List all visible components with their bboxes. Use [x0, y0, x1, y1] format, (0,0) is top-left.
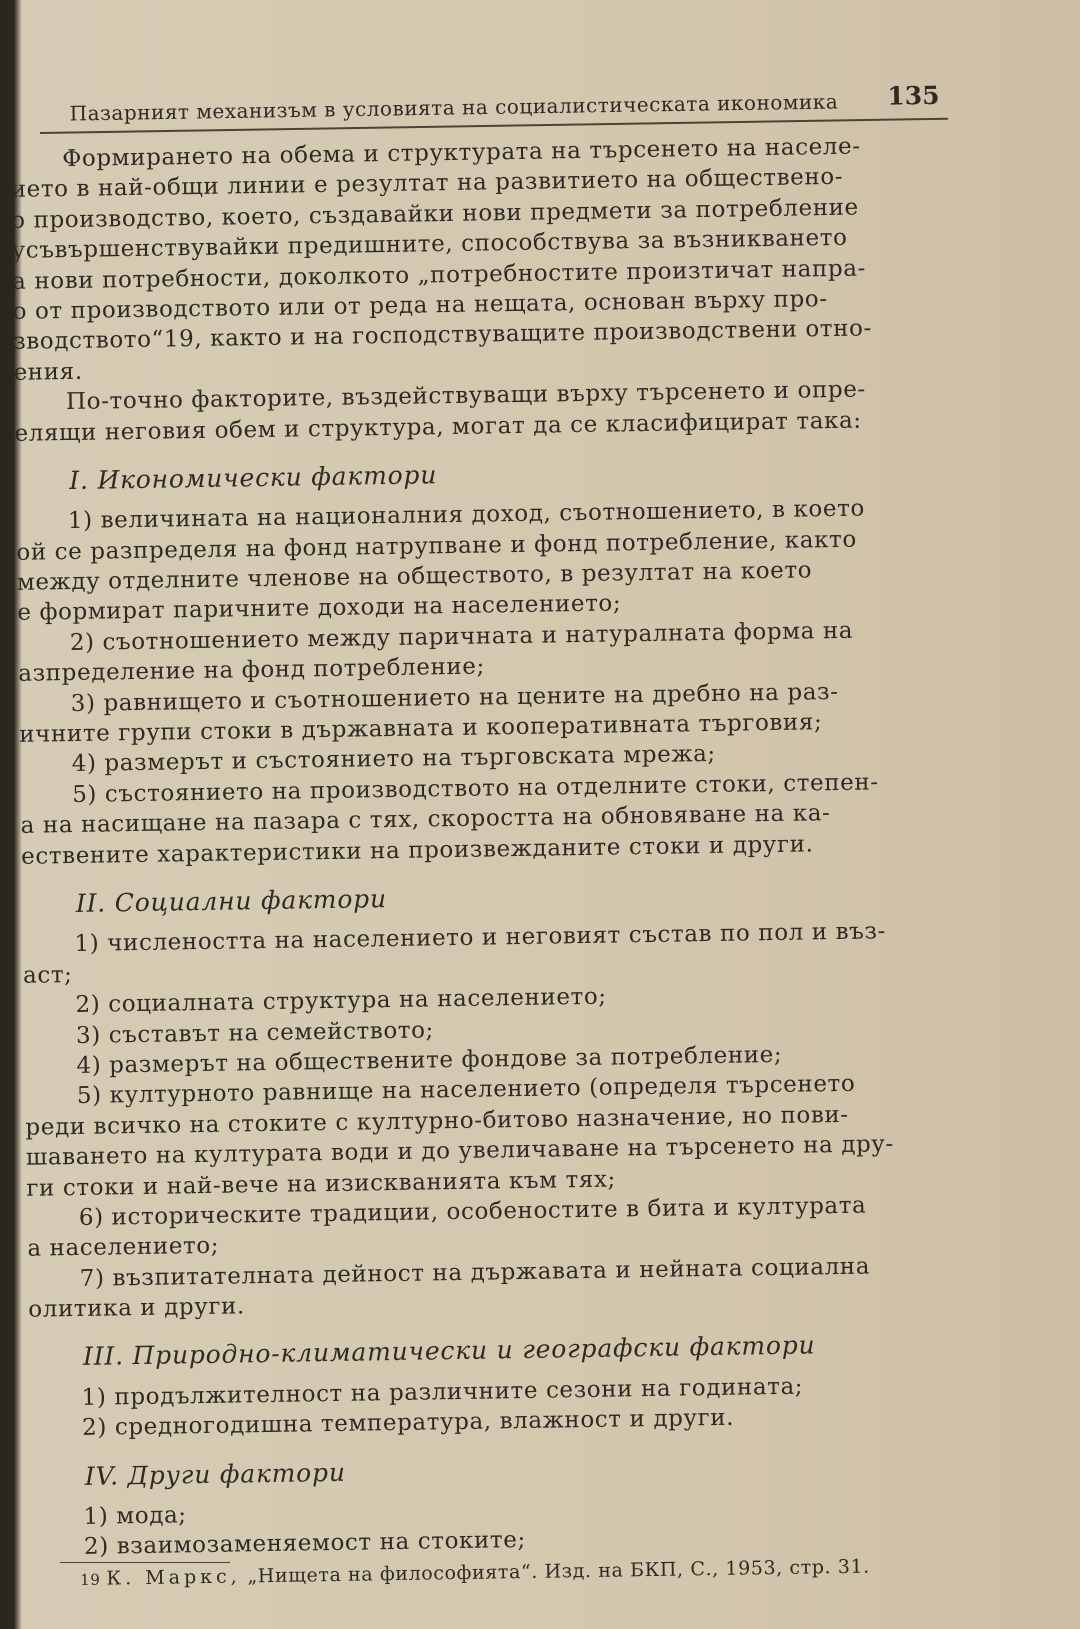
page-header	[39, 58, 948, 134]
text-line: е формират паричните доходи на населението;	[17, 590, 622, 627]
text-line: о от производството или от реда на нещата, основан върху про-	[12, 286, 828, 325]
text-line: а нови потребности, доколкото „потребностите произтичат напра-	[11, 255, 867, 295]
text-line: 6) историческите традиции, особеностите в бита и културата	[78, 1192, 867, 1231]
text-line: 2) съотношението между паричната и натуралната форма на	[69, 617, 854, 656]
footnote-rule	[60, 1562, 230, 1563]
footnote-author: К. Маркс,	[106, 1565, 241, 1590]
text-line: Формирането на обема и структурата на търсенето на населе-	[62, 133, 861, 173]
text-line: 7) възпитателната дейност на държавата и нейната социална	[79, 1253, 871, 1292]
text-line: зводството“19, както и на господствуващите производствени отно-	[12, 315, 873, 356]
text-line: ичните групи стоки в държавната и кооперативната търговия;	[19, 709, 823, 748]
running-title: Пазарният механизъм в условията на социалистическата икономика	[69, 89, 839, 126]
page-number: 135	[887, 80, 940, 111]
text-line: 2) взаимозаменяемост на стоките;	[83, 1527, 527, 1561]
text-line: азпределение на фонд потребление;	[18, 653, 486, 688]
body-text	[4, 130, 984, 1564]
text-line: 1) числеността на населението и неговият състав по пол и въз-	[74, 918, 887, 958]
text-line: 3) съставът на семейството;	[75, 1016, 435, 1049]
text-line: 4) размерът на обществените фондове за потребление;	[76, 1041, 783, 1079]
text-line: ествените характеристики на произвежданите стоки и други.	[20, 830, 814, 870]
footnote-mark: 19	[80, 1570, 101, 1589]
section-heading: III. Природно-климатически и географски фактори	[82, 1330, 816, 1372]
text-line: олитика и други.	[28, 1293, 246, 1323]
text-line: 5) културното равнище на населението (определя търсенето	[76, 1071, 856, 1110]
text-line: а на насищане на пазара с тях, скоростта на обновяване на ка-	[20, 800, 831, 840]
text-line: елящи неговия обем и структура, могат да се класифицират така:	[14, 407, 862, 447]
text-line: 1) мода;	[83, 1502, 187, 1530]
text-line: 1) продължителност на различните сезони на годината;	[81, 1373, 804, 1411]
section-heading: IV. Други фактори	[84, 1457, 346, 1491]
text-line: 2) средногодишна температура, влажност и други.	[81, 1404, 735, 1442]
text-line: реди всичко на стоките с културно-битово назначение, но пови-	[25, 1101, 849, 1141]
text-line: 1) величината на националния доход, съотношението, в което	[67, 495, 866, 535]
text-line: ги стоки и най-вече на изискванията към тях;	[26, 1166, 617, 1202]
text-line: шаването на културата води и до увеличаване на търсенето на дру-	[25, 1131, 895, 1171]
section-heading: I. Икономически фактори	[69, 460, 438, 495]
text-line: ой се разпределя на фонд натрупване и фонд потребление, както	[16, 526, 858, 566]
text-line: 3) равнището и съотношението на цените на дребно на раз-	[70, 678, 839, 717]
text-line: а населението;	[27, 1233, 220, 1263]
text-line: усъвършенствувайки предишните, способствува за възникването	[11, 224, 848, 265]
text-line: аст;	[22, 961, 73, 989]
text-line: ието в най-общи линии е резултат на развитието на обществено-	[10, 164, 844, 204]
text-line: между отделните членове на обществото, в резултат на което	[16, 557, 813, 596]
text-line: о производство, което, създавайки нови предмети за потребление	[10, 194, 859, 234]
text-line: 4) размерът и състоянието на търговската мрежа;	[71, 741, 716, 778]
text-line: По-точно факторите, въздействуващи върху търсенето и опре-	[65, 376, 867, 416]
section-heading: II. Социални фактори	[75, 884, 388, 918]
text-line: ения.	[13, 358, 83, 386]
text-line: 2) социалната структура на населението;	[75, 983, 607, 1019]
text-line: 5) състоянието на производството на отделните стоки, степен-	[72, 769, 879, 808]
footnote-text: „Нищета на философията“. Изд. на БКП, С., 1953, стр. 31.	[247, 1555, 871, 1588]
